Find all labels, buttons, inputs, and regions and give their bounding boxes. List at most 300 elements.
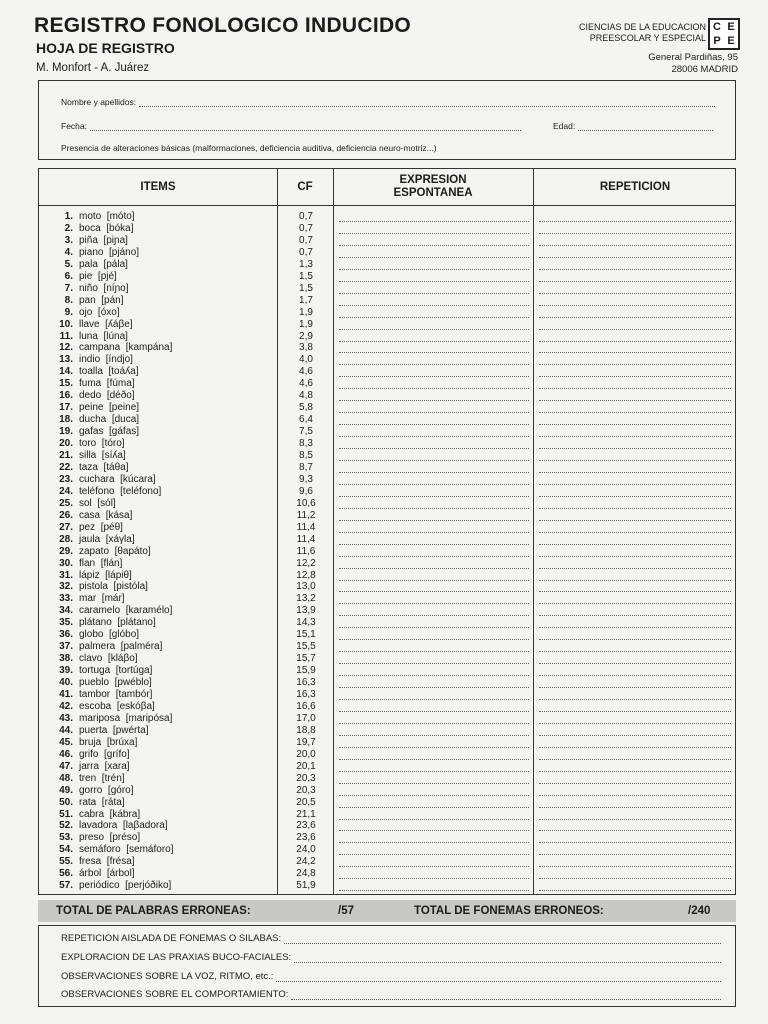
item-cf: 13,9 [296,605,316,617]
repetition-answer-line[interactable] [539,472,731,473]
table-row [39,677,737,689]
item-word-text: bruja [79,736,102,748]
item-transcription: [trén] [101,772,125,784]
repetition-answer-line[interactable] [539,376,731,377]
repetition-answer-line[interactable] [539,854,731,855]
item-transcription: [tóro] [101,438,125,449]
item-word [79,462,129,474]
spontaneous-answer-line[interactable] [339,508,529,509]
repetition-answer-line[interactable] [539,807,731,808]
spontaneous-answer-line[interactable] [339,866,529,867]
repetition-answer-line[interactable] [539,651,731,652]
total-phonemes-max[interactable]: /240 [688,905,711,917]
table-row [39,605,737,617]
item-word-text: boca [79,223,101,234]
spontaneous-answer-line[interactable] [339,412,529,413]
item-transcription: [pistóla] [113,581,148,593]
repetition-answer-line[interactable] [539,711,731,712]
alterations-label: Presencia de alteraciones básicas (malformaciones, deficiencia auditiva, deficiencia neuro-motriz...) [61,143,437,153]
item-cf: 20,0 [296,748,316,760]
repetition-answer-line[interactable] [539,819,731,820]
item-transcription: [glóbo] [109,629,140,641]
item-transcription: [már] [101,593,125,605]
spontaneous-answer-line[interactable] [339,711,529,712]
repetition-answer-line[interactable] [539,556,731,557]
repetition-answer-line[interactable] [539,448,731,449]
table-row [39,510,737,522]
age-field[interactable] [553,121,713,131]
repetition-answer-line[interactable] [539,388,731,389]
spontaneous-answer-line[interactable] [339,795,529,796]
address-line1: General Pardiñas, 95 [648,52,738,63]
repetition-answer-line[interactable] [539,675,731,676]
table-row [39,438,737,450]
total-words-max[interactable]: /57 [338,905,354,917]
item-number: 42. [59,701,73,712]
spontaneous-answer-line[interactable] [339,424,529,425]
item-word [79,235,128,247]
item-cf: 24,2 [296,856,316,868]
behavior-observations-field[interactable] [61,989,721,1000]
item-cf: 16,3 [296,677,316,688]
repetition-answer-line[interactable] [539,460,731,461]
item-word-text: globo [79,629,104,641]
table-row [39,832,737,844]
spontaneous-answer-line[interactable] [339,329,529,330]
spontaneous-answer-line[interactable] [339,388,529,389]
item-word-text: tren [79,772,97,784]
repetition-answer-line[interactable] [539,532,731,533]
repetition-answer-line[interactable] [539,627,731,628]
item-cf: 0,7 [299,223,313,234]
table-row [39,414,737,426]
item-word [79,307,120,319]
spontaneous-answer-line[interactable] [339,878,529,879]
spontaneous-answer-line[interactable] [339,759,529,760]
item-word-text: pez [79,521,96,533]
table-row [39,259,737,271]
item-word [79,331,128,343]
item-word-text: palmera [79,641,116,653]
item-transcription: [pwéblo] [114,677,152,688]
spontaneous-answer-line[interactable] [339,364,529,365]
repetition-answer-line[interactable] [539,878,731,879]
item-cf: 0,7 [299,211,313,222]
spontaneous-answer-line[interactable] [339,591,529,592]
spontaneous-answer-line[interactable] [339,639,529,640]
spontaneous-answer-line[interactable] [339,400,529,401]
logo-letter: E [727,35,735,47]
spontaneous-answer-line[interactable] [339,651,529,652]
item-word [79,522,123,534]
item-number: 8. [64,294,73,306]
item-transcription: [pála] [103,258,128,270]
table-row [39,761,737,773]
spontaneous-answer-line[interactable] [339,520,529,521]
spontaneous-answer-line[interactable] [339,854,529,855]
item-transcription: [pán] [101,294,124,306]
item-cf: 16,3 [296,689,316,700]
item-word-text: jaula [79,533,101,545]
date-field[interactable] [61,121,521,131]
spontaneous-answer-line[interactable] [339,460,529,461]
item-cf: 11,4 [296,533,316,545]
name-label: Nombre y apellidos: [61,97,137,107]
item-cf: 4,8 [299,390,313,402]
logo-letter: P [713,35,721,47]
spontaneous-answer-line[interactable] [339,580,529,581]
publisher-name [486,22,706,44]
repetition-answer-line[interactable] [539,580,731,581]
item-cf: 11,6 [296,545,316,557]
repetition-answer-line[interactable] [539,281,731,282]
spontaneous-answer-line[interactable] [339,257,529,258]
repetition-answer-line[interactable] [539,699,731,700]
repetition-answer-line[interactable] [539,245,731,246]
repetition-answer-line[interactable] [539,663,731,664]
item-cf: 0,7 [299,234,313,246]
spontaneous-answer-line[interactable] [339,603,529,604]
item-number: 54. [59,844,73,856]
spontaneous-answer-line[interactable] [339,663,529,664]
item-cf: 51,9 [296,880,316,892]
item-word [79,295,124,307]
item-cf: 12,8 [296,569,316,581]
table-row [39,880,737,892]
header-items: ITEMS [140,180,176,193]
voice-observations-field[interactable] [61,971,721,982]
behavior-observations-dotted-line[interactable] [291,991,721,1000]
form-title: REGISTRO FONOLOGICO INDUCIDO [34,14,412,37]
table-row [39,390,737,402]
repetition-answer-line[interactable] [539,520,731,521]
repetition-answer-line[interactable] [539,759,731,760]
item-transcription: [eskóβa] [116,701,155,712]
item-word-text: tambor [79,689,111,700]
repetition-answer-line[interactable] [539,484,731,485]
item-word [79,474,156,486]
item-word-text: piña [79,234,98,246]
item-transcription: [ʎáβe] [105,318,133,330]
repetition-answer-line[interactable] [539,221,731,222]
item-number: 56. [59,868,73,880]
item-cf: 6,4 [299,414,313,426]
repetition-answer-line[interactable] [539,830,731,831]
repetition-answer-line[interactable] [539,496,731,497]
item-cf: 3,8 [299,342,313,354]
spontaneous-answer-line[interactable] [339,293,529,294]
spontaneous-answer-line[interactable] [339,747,529,748]
item-word [79,223,134,235]
name-field[interactable] [61,97,715,107]
table-row [39,665,737,677]
item-transcription: [óxo] [97,306,120,318]
table-row [39,641,737,653]
voice-observations-dotted-line[interactable] [276,973,721,982]
praxis-field[interactable] [61,952,721,963]
item-cf: 24,8 [296,868,316,880]
spontaneous-answer-line[interactable] [339,352,529,353]
item-cf: 23,6 [296,832,316,844]
item-transcription: [tortúga] [115,665,153,677]
table-row [39,737,737,749]
table-row [39,749,737,761]
item-cf: 15,1 [296,629,316,641]
item-transcription: [préso] [109,832,141,844]
item-number: 39. [59,665,73,677]
item-word [79,498,116,510]
spontaneous-answer-line[interactable] [339,675,529,676]
item-transcription: [sól] [97,497,116,509]
item-word-text: sol [79,497,92,509]
item-cf: 21,1 [296,808,316,820]
item-word-text: ducha [79,414,107,426]
item-number: 4. [64,246,73,258]
item-cf: 7,5 [299,426,313,438]
table-row [39,653,737,665]
publisher-line2: PREESCOLAR Y ESPECIAL [589,33,706,43]
item-word [79,426,139,438]
spontaneous-answer-line[interactable] [339,472,529,473]
item-word [79,581,148,593]
item-word [79,319,133,331]
repetition-answer-line[interactable] [539,747,731,748]
item-word [79,773,125,785]
repetition-answer-line[interactable] [539,866,731,867]
table-row [39,713,737,725]
table-row [39,617,737,629]
spontaneous-answer-line[interactable] [339,830,529,831]
repetition-answer-line[interactable] [539,723,731,724]
spontaneous-answer-line[interactable] [339,496,529,497]
item-word-text: árbol [79,868,102,880]
spontaneous-answer-line[interactable] [339,376,529,377]
repetition-answer-line[interactable] [539,544,731,545]
repetition-answer-line[interactable] [539,424,731,425]
age-dotted-line[interactable] [578,122,713,131]
address-line2: 28006 MADRID [671,64,738,75]
spontaneous-answer-line[interactable] [339,305,529,306]
repetition-answer-line[interactable] [539,305,731,306]
spontaneous-answer-line[interactable] [339,723,529,724]
item-number: 57. [59,880,73,892]
item-word [79,820,168,832]
item-transcription: [perjóðiko] [125,880,172,892]
repetition-answer-line[interactable] [539,591,731,592]
item-word [79,546,151,558]
item-transcription: [plátano] [117,617,156,629]
item-transcription: [kláβo] [107,653,138,665]
item-transcription: [duca] [111,414,140,426]
repetition-answer-line[interactable] [539,352,731,353]
spontaneous-answer-line[interactable] [339,807,529,808]
item-cf: 1,5 [299,282,313,294]
item-word [79,653,138,665]
spontaneous-answer-line[interactable] [339,735,529,736]
item-cf: 1,9 [299,306,313,318]
item-transcription: [pjáno] [109,246,140,258]
spontaneous-answer-line[interactable] [339,627,529,628]
item-word [79,797,125,809]
item-transcription: [pjé] [97,270,117,282]
item-transcription: [maripósa] [125,712,173,724]
item-cf: 20,5 [296,796,316,808]
repetition-answer-line[interactable] [539,317,731,318]
item-number: 22. [59,461,73,473]
spontaneous-answer-line[interactable] [339,532,529,533]
item-transcription: [kása] [105,509,133,521]
repetition-answer-line[interactable] [539,771,731,772]
table-row [39,820,737,832]
item-number: 33. [59,593,73,605]
item-cf: 19,7 [296,736,316,748]
repetition-answer-line[interactable] [539,269,731,270]
repetition-answer-line[interactable] [539,436,731,437]
item-word-text: piano [79,246,104,258]
table-row [39,844,737,856]
spontaneous-answer-line[interactable] [339,245,529,246]
item-transcription: [karamélo] [125,605,173,617]
item-cf: 24,0 [296,844,316,856]
table-row [39,629,737,641]
repetition-answer-line[interactable] [539,364,731,365]
table-row [39,211,737,223]
item-transcription: [piɲa] [103,234,128,246]
item-transcription: [gáfas] [109,426,140,438]
item-word-text: peine [79,402,104,414]
repetition-answer-line[interactable] [539,329,731,330]
spontaneous-answer-line[interactable] [339,269,529,270]
item-cf: 9,6 [299,485,313,497]
spontaneous-answer-line[interactable] [339,783,529,784]
item-transcription: [góro] [107,784,134,796]
repetition-answer-line[interactable] [539,508,731,509]
repetition-answer-line[interactable] [539,842,731,843]
repetition-answer-line[interactable] [539,293,731,294]
item-number: 29. [59,545,73,557]
item-transcription: [táθa] [103,461,129,473]
item-word-text: preso [79,832,105,844]
repetition-answer-line[interactable] [539,783,731,784]
header-cf: CF [297,180,313,193]
spontaneous-answer-line[interactable] [339,687,529,688]
item-word-text: clavo [79,653,103,665]
item-transcription: [brúxa] [106,736,138,748]
spontaneous-answer-line[interactable] [339,771,529,772]
item-word [79,737,137,749]
item-cf: 20,1 [296,760,316,772]
spontaneous-answer-line[interactable] [339,317,529,318]
spontaneous-answer-line[interactable] [339,890,529,891]
spontaneous-answer-line[interactable] [339,341,529,342]
repetition-answer-line[interactable] [539,257,731,258]
repetition-answer-line[interactable] [539,890,731,891]
spontaneous-answer-line[interactable] [339,484,529,485]
item-word [79,450,126,462]
phoneme-repetition-field[interactable] [61,933,721,944]
publisher-address [538,52,738,76]
item-number: 10. [59,318,73,330]
spontaneous-answer-line[interactable] [339,556,529,557]
spontaneous-answer-line[interactable] [339,221,529,222]
spontaneous-answer-line[interactable] [339,819,529,820]
item-word [79,438,125,450]
table-row [39,773,737,785]
repetition-answer-line[interactable] [539,639,731,640]
spontaneous-answer-line[interactable] [339,436,529,437]
item-cf: 9,3 [299,473,313,485]
item-number: 31. [59,569,73,581]
item-cf: 8,3 [299,438,313,449]
spontaneous-answer-line[interactable] [339,544,529,545]
item-transcription: [níɲo] [103,282,129,294]
phoneme-repetition-dotted-line[interactable] [284,935,721,944]
item-word [79,247,139,259]
date-label: Fecha: [61,121,87,131]
repetition-answer-line[interactable] [539,687,731,688]
item-word-text: luna [79,330,98,342]
praxis-dotted-line[interactable] [294,954,721,963]
table-row [39,785,737,797]
item-word-text: lápiz [79,569,100,581]
spontaneous-answer-line[interactable] [339,568,529,569]
item-number: 37. [59,641,73,653]
item-word-text: cuchara [79,473,115,485]
spontaneous-answer-line[interactable] [339,842,529,843]
repetition-answer-line[interactable] [539,412,731,413]
name-dotted-line[interactable] [139,98,715,107]
repetition-answer-line[interactable] [539,568,731,569]
spontaneous-answer-line[interactable] [339,699,529,700]
table-row [39,223,737,235]
item-cf: 20,3 [296,784,316,796]
item-number: 9. [64,306,73,318]
item-word-text: mariposa [79,712,121,724]
item-word-text: puerta [79,724,108,736]
repetition-answer-line[interactable] [539,341,731,342]
table-row [39,247,737,259]
spontaneous-answer-line[interactable] [339,615,529,616]
repetition-answer-line[interactable] [539,735,731,736]
date-dotted-line[interactable] [90,122,521,131]
item-word [79,832,140,844]
repetition-answer-line[interactable] [539,603,731,604]
item-cf: 14,3 [296,617,316,629]
item-number: 17. [59,402,73,414]
item-word [79,856,135,868]
spontaneous-answer-line[interactable] [339,233,529,234]
item-number: 7. [64,282,73,294]
repetition-answer-line[interactable] [539,615,731,616]
item-cf: 13,0 [296,581,316,593]
repetition-answer-line[interactable] [539,795,731,796]
table-row [39,558,737,570]
item-transcription: [índjo] [105,354,133,366]
table-row [39,426,737,438]
item-word-text: toalla [79,366,103,378]
table-row [39,366,737,378]
spontaneous-answer-line[interactable] [339,448,529,449]
spontaneous-answer-line[interactable] [339,281,529,282]
repetition-answer-line[interactable] [539,233,731,234]
repetition-answer-line[interactable] [539,400,731,401]
table-row [39,486,737,498]
item-number: 15. [59,378,73,390]
item-cf: 1,3 [299,258,313,270]
item-word-text: taza [79,461,98,473]
item-word [79,390,135,402]
table-row [39,474,737,486]
